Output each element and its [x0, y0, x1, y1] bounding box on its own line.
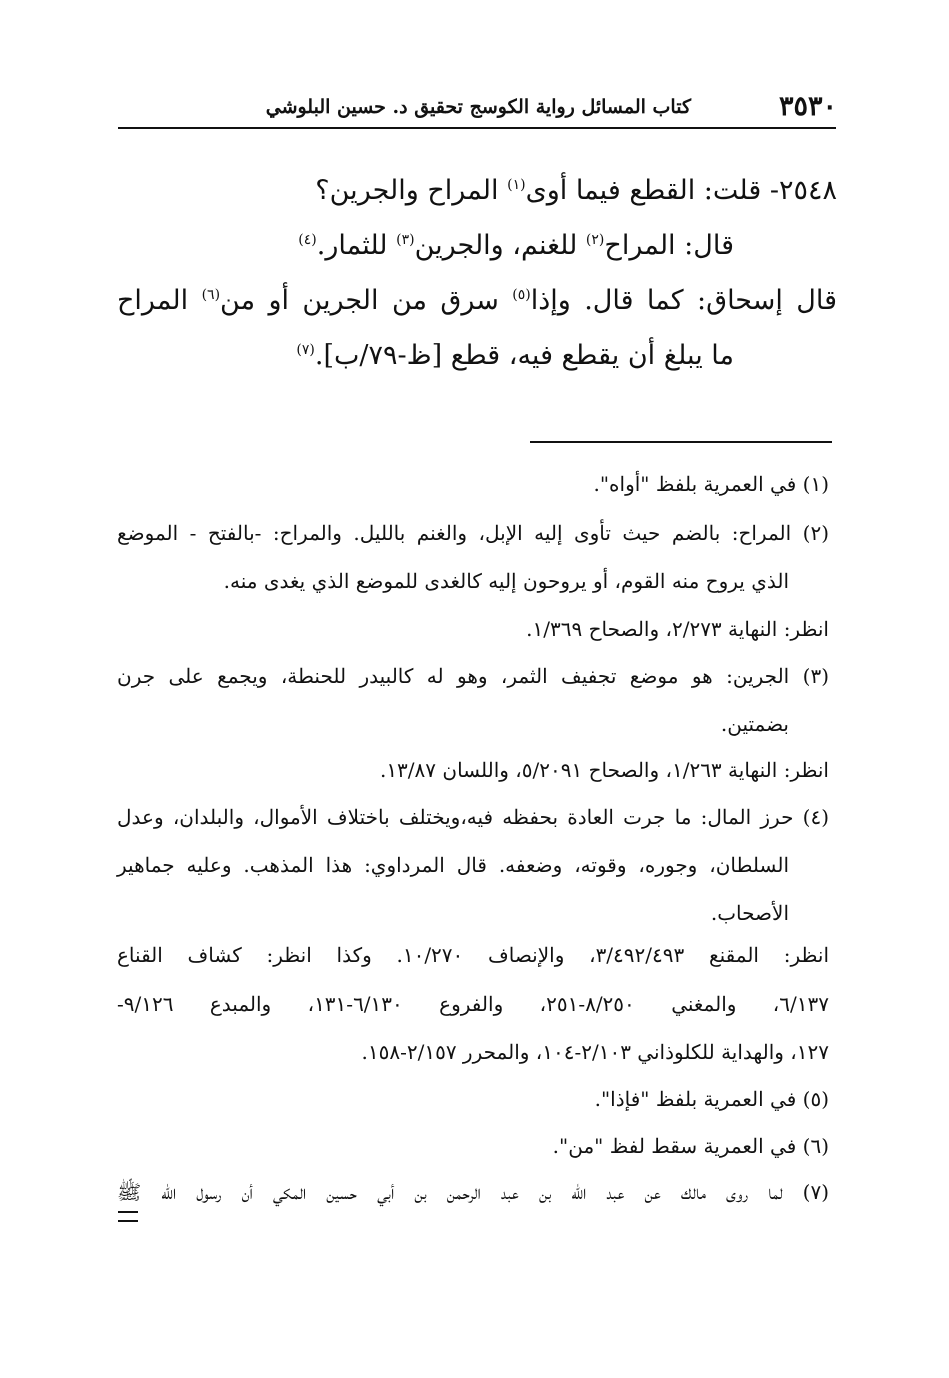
footnote-ref-6[interactable]: (٦) [201, 287, 221, 303]
footnote-2-line-1: (٢) المراح: بالضم حيث تأوى إليه الإبل، والغنم بالليل. والمراح: -بالفتح - الموضع [117, 521, 829, 545]
answer-text-b: للغنم، والجرين [414, 230, 586, 261]
footnote-4-ref-3: ١٢٧، والهداية للكلوذاني ٢/١٠٣-١٠٤، والمحرر ٢/١٥٧-١٥٨. [361, 1040, 829, 1064]
ishaq-text-a: قال إسحاق: كما قال. وإذا [530, 285, 838, 316]
footnote-ref-4[interactable]: (٤) [298, 232, 317, 248]
answer-text-c: للثمار. [316, 230, 397, 261]
footnote-3-line-1: (٣) الجرين: هو موضع تجفيف الثمر، وهو له كالبيدر للحنطة، ويجمع على جرن [117, 664, 829, 688]
ishaq-text-c: المراح [117, 285, 202, 316]
footnote-4-line-1: (٤) حرز المال: ما جرت العادة بحفظه فيه،ويختلف باختلاف الأموال، والبلدان، وعدل [117, 805, 829, 829]
header-rule [118, 127, 836, 129]
footnote-4-ref-2: ٦/١٣٧، والمغني ٨/٢٥٠-٢٥١، والفروع ٦/١٣٠-١٣١، والمبدع ٩/١٢٦- [117, 992, 829, 1016]
footnote-5: (٥) في العمرية بلفظ "فإذا". [594, 1087, 829, 1111]
footnote-ref-7[interactable]: (٧) [296, 342, 315, 358]
continuation-mark [118, 1211, 138, 1222]
page-number: ٣٥٣٠ [778, 91, 837, 122]
footnote-4-line-2: السلطان، وجوره، وقوته، وضعفه. قال المرداوي: هذا المذهب. وعليه جماهير [117, 853, 789, 877]
footnote-2-line-2: الذي يروح منه القوم، أو يروحون إليه كالغدى للموضع الذي يغدى منه. [223, 569, 789, 593]
question-text: ٢٥٤٨- قلت: القطع فيما أوى [525, 175, 837, 206]
ishaq-line-1 [117, 285, 837, 316]
footnote-separator [530, 441, 832, 443]
footnote-ref-2[interactable]: (٢) [585, 232, 605, 248]
footnote-1: (١) في العمرية بلفظ "أواه". [593, 472, 829, 496]
footnote-4-line-3: الأصحاب. [710, 901, 789, 925]
running-title: كتاب المسائل رواية الكوسج تحقيق د. حسين البلوشي [265, 96, 691, 118]
ishaq-text-d: ما يبلغ أن يقطع فيه، قطع [ظ-٧٩/ب]. [314, 340, 734, 371]
ishaq-line-2 [14, 340, 734, 371]
footnote-ref-5[interactable]: (٥) [512, 287, 531, 303]
footnote-4-ref-1: انظر: المقنع ٣/٤٩٢/٤٩٣، والإنصاف ١٠/٢٧٠. وكذا انظر: كشاف القناع [117, 943, 830, 967]
footnote-7: (٧) لما روى مالك عن عبد الله بن عبد الرحمن بن أبي حسين المكي أن رسول الله ﷺ [117, 1180, 829, 1204]
footnote-3-line-2: بضمتين. [720, 712, 789, 736]
answer-text-a: قال: المراح [604, 230, 734, 261]
footnote-3-ref: انظر: النهاية ١/٢٦٣، والصحاح ٥/٢٠٩١، واللسان ١٣/٨٧. [379, 758, 829, 782]
footnote-2-ref: انظر: النهاية ٢/٢٧٣، والصحاح ١/٣٦٩. [526, 617, 829, 641]
footnote-ref-3[interactable]: (٣) [396, 232, 415, 248]
answer-line [14, 230, 734, 261]
ishaq-text-b: سرق من الجرين أو من [220, 285, 513, 316]
question-line [117, 175, 837, 206]
footnote-6: (٦) في العمرية سقط لفظ "من". [552, 1134, 829, 1158]
footnote-ref-1[interactable]: (١) [507, 177, 526, 193]
question-text-end: المراح والجرين؟ [315, 175, 508, 206]
